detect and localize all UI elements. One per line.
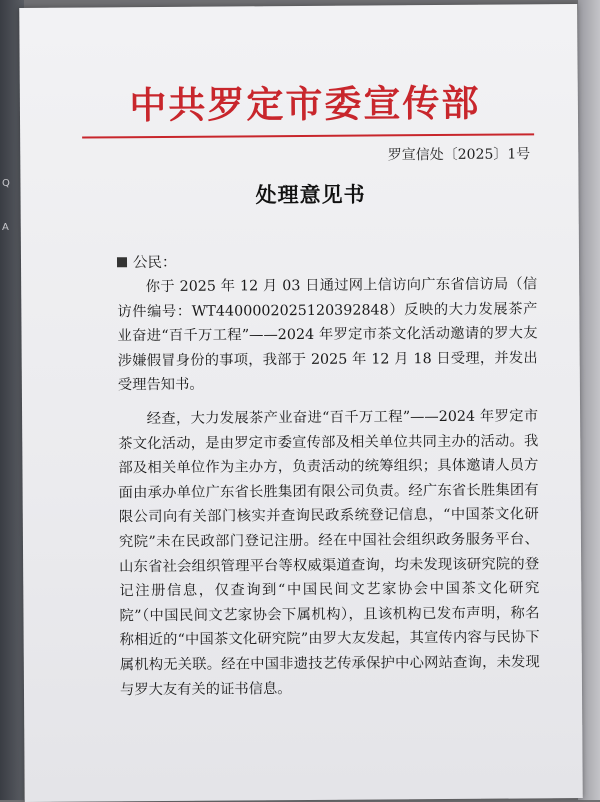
document-paper (19, 4, 583, 802)
body-paragraph: 你于 2025 年 12 月 03 日通过网上信访向广东省信访局（信访件编号：WT44000020251203928​48）反映的大力发展茶产业奋进“百千万工程”——2024 年罗定市茶文化活动邀请的罗大友涉嫌假冒身份的事项，我部于 2025 年 12 月 18 日受理，并发出受理告知书。 (117, 276, 538, 394)
document-title: 处理意见书 (255, 181, 366, 208)
issuing-organization-header: 中共罗定市委宣传部 (129, 80, 481, 128)
salutation (117, 253, 177, 273)
red-separator-line (82, 133, 534, 138)
salutation-text: 公民： (132, 254, 177, 272)
keyboard-key-glyph: Q (2, 178, 10, 189)
keyboard-key-glyph: A (2, 222, 9, 233)
body-paragraph: 经查，大力发展茶产业奋进“百千万工程”——2024 年罗定市茶文化活动，是由罗定市委宣传部及相关单位共同主办的活动。我部及相关单位作为主办方，负责活动的统筹组织；具体邀请人员方面由承办单位广东省长胜集团有限公司负责。经广东省长胜集团有限公司向有关部门核实并查询民政系统登记信息，“中国茶文化研究院”未在民政部门登记注册。经在中国社会组织政务服务平台、山东省社会组织管理平台等权威渠道查询，均未发现该研究院的登记注册信息，仅查询到“中国民间文艺家协会中国茶文化研究院”（中国民间文艺家协会下属机构），且该机构已发布声明，称名称相近的“中国茶文化研究院”由罗大友发起，其宣传内容与民协下属机构无关联。经在中国非遗技艺传承保护中心网站查询，未发现与罗大友有关的证书信息。 (118, 408, 540, 698)
document-body (117, 272, 540, 711)
document-number: 罗宣信处〔2025〕1号 (387, 146, 531, 164)
redaction-mark (117, 257, 127, 267)
